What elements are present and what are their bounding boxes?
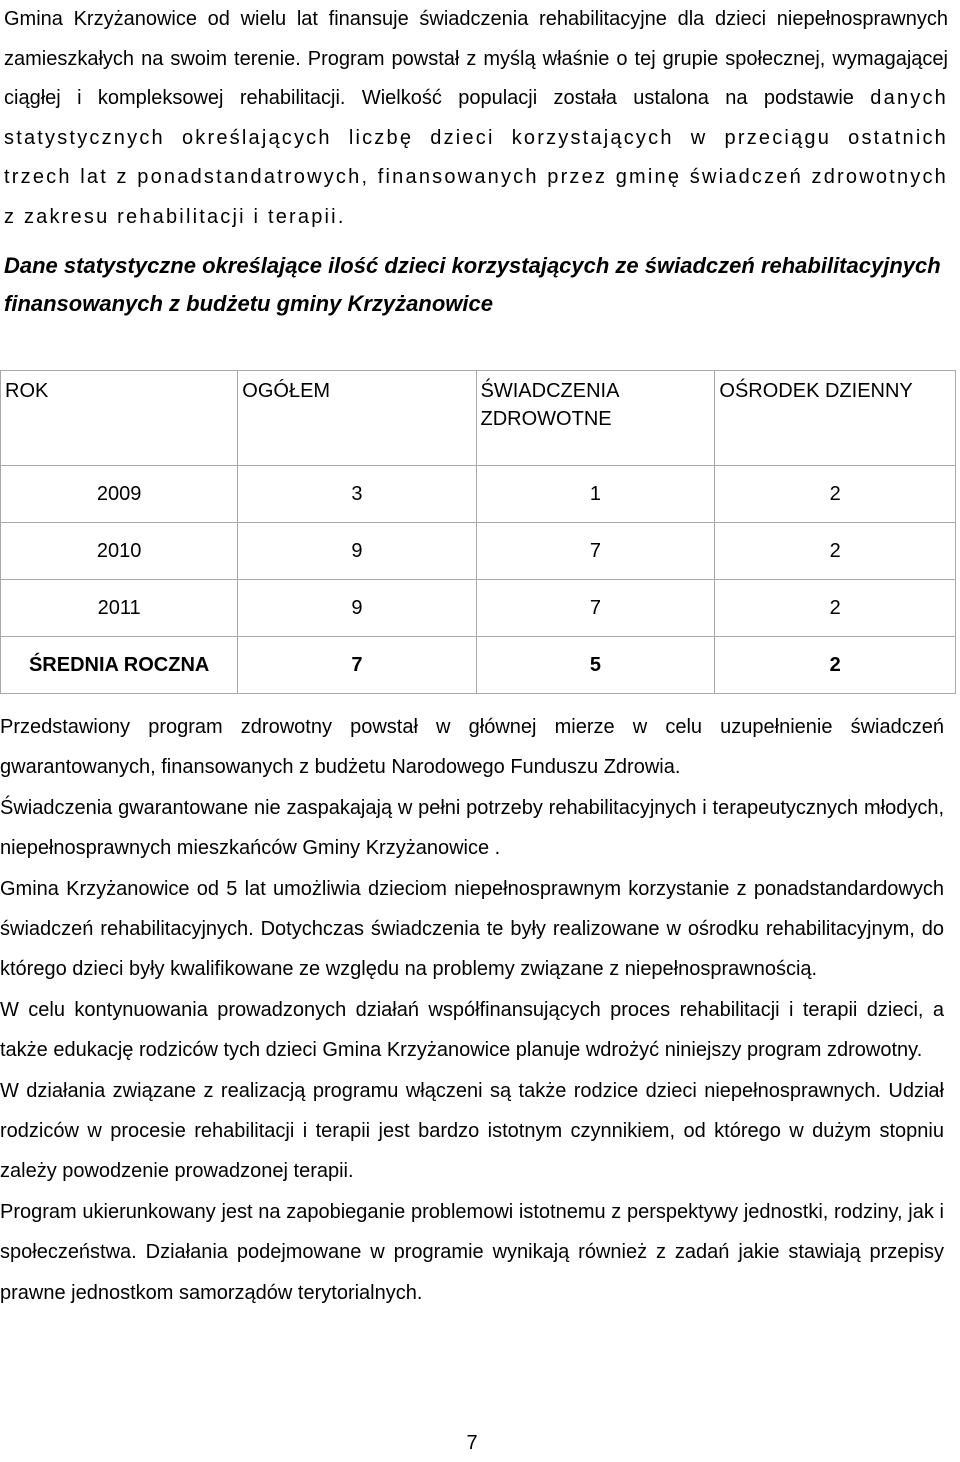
cell-year: 2010 [1,523,238,580]
header-osrodek-dzienny: OŚRODEK DZIENNY [715,371,956,466]
intro-paragraph [4,0,948,237]
cell-health-services: 7 [476,580,715,637]
body-paragraph: Świadczenia gwarantowane nie zaspakajają w pełni potrzeby rehabilitacyjnych i terapeutycznych młodych, niepełnosprawnych mieszkańców Gminy Krzyżanowice . [0,796,944,860]
cell-average-total: 7 [238,637,476,694]
document-page [4,0,948,323]
cell-day-center: 2 [715,523,956,580]
intro-text-part1: Gmina Krzyżanowice od wielu lat finansuje świadczenia rehabilitacyjne dla dzieci niepełnosprawnych zamieszkałych na swoim terenie. Program powstał z myślą właśnie o tej grupie społecznej, wymagającej ciągłej i kompleksowej rehabilitacji. Wielkość populacji została ustalona na podstawie [4,8,948,109]
body-paragraph: W działania związane z realizacją programu włączeni są także rodzice dzieci niepełnosprawnych. Udział rodziców w procesie rehabilitacji i terapii jest bardzo istotnym czynnikiem, od którego w dużym stopniu zależy powodzenie prowadzonej terapii. [0,1079,944,1183]
table-average-row [1,637,956,694]
cell-health-services: 7 [476,523,715,580]
table-heading: Dane statystyczne określające ilość dzieci korzystających ze świadczeń rehabilitacyjnych finansowanych z budżetu gminy Krzyżanowice [4,253,941,316]
body-paragraph: W celu kontynuowania prowadzonych działań współfinansujących proces rehabilitacji i terapii dzieci, a także edukację rodziców tych dzieci Gmina Krzyżanowice planuje wdrożyć niniejszy program zdrowotny. [0,998,944,1062]
cell-average-health-services: 5 [476,637,715,694]
body-text [0,707,944,1313]
table-row [1,523,956,580]
table-row [1,466,956,523]
cell-average-day-center: 2 [715,637,956,694]
table-row [1,580,956,637]
statistics-table [0,370,956,694]
intro-text-part2: danych statystycznych określających liczbę dzieci korzystających w przeciągu ostatnich trzech lat z ponadstandatrowych, finansowanych przez gminę świadczeń zdrowotnych z zakresu rehabilitacji i terapii. [4,87,948,228]
cell-day-center: 2 [715,580,956,637]
cell-average-label: ŚREDNIA ROCZNA [1,637,238,694]
cell-day-center: 2 [715,466,956,523]
body-paragraph: Gmina Krzyżanowice od 5 lat umożliwia dzieciom niepełnosprawnym korzystanie z ponadstandardowych świadczeń rehabilitacyjnych. Dotychczas świadczenia te były realizowane w ośrodku rehabilitacyjnym, do którego dzieci były kwalifikowane ze względu na problemy związane z niepełnosprawnością. [0,877,944,981]
cell-health-services: 1 [476,466,715,523]
cell-year: 2009 [1,466,238,523]
header-ogolem: OGÓŁEM [238,371,476,466]
cell-total: 9 [238,523,476,580]
body-paragraph: Przedstawiony program zdrowotny powstał w głównej mierze w celu uzupełnienie świadczeń gwarantowanych, finansowanych z budżetu Narodowego Funduszu Zdrowia. [0,716,944,779]
body-paragraph: Program ukierunkowany jest na zapobieganie problemowi istotnemu z perspektywy jednostki, rodziny, jak i społeczeństwa. Działania podejmowane w programie wynikają również z zadań jakie stawiają przepisy prawne jednostkom samorządów terytorialnych. [0,1200,944,1304]
cell-year: 2011 [1,580,238,637]
table-header-row [1,371,956,466]
header-rok: ROK [1,371,238,466]
cell-total: 3 [238,466,476,523]
page-number: 7 [466,1432,478,1454]
cell-total: 9 [238,580,476,637]
header-swiadczenia-zdrowotne: ŚWIADCZENIA ZDROWOTNE [476,371,715,466]
